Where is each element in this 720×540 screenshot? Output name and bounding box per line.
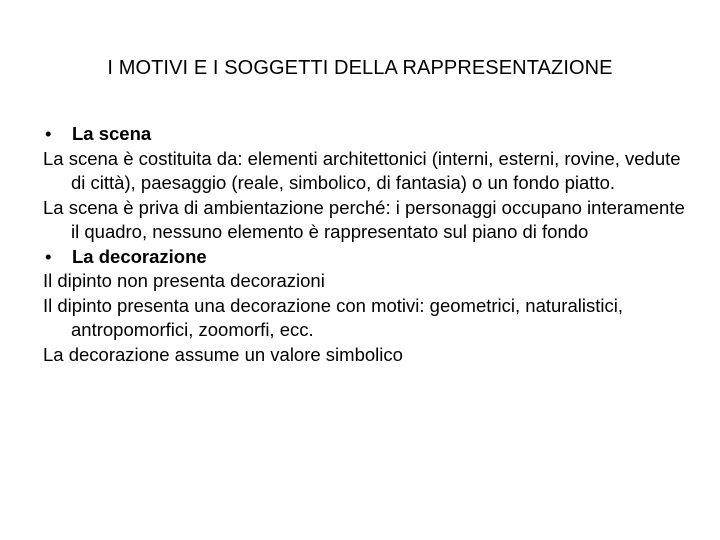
section-heading-la-scena: La scena [72, 123, 152, 144]
paragraph-presenta-motivi: Il dipinto presenta una decorazione con motivi: geometrici, naturalistici, antropomorfici, zoomorfi, ecc. [43, 294, 623, 340]
paragraph-valore-simbolico: La decorazione assume un valore simbolico [43, 343, 403, 365]
slide-title: I MOTIVI E I SOGGETTI DELLA RAPPRESENTAZIONE [107, 57, 613, 79]
bullet-item-la-decorazione [43, 245, 693, 270]
bullet-item-la-scena [43, 122, 693, 147]
paragraph-scena-costituita: La scena è costituita da: elementi architettonici (interni, esterni, rovine, vedute di città), paesaggio (reale, simbolico, di fantasia) o un fondo piatto. [43, 147, 681, 193]
paragraph-non-presenta: Il dipinto non presenta decorazioni [43, 270, 325, 291]
section-heading-la-decorazione: La decorazione [72, 245, 207, 267]
bullet-icon: • [45, 245, 52, 267]
paragraph-scena-priva: La scena è priva di ambientazione perché: i personaggi occupano interamente il quadro, nessuno elemento è rappresentato sul piano di fondo [43, 196, 685, 242]
bullet-icon: • [45, 123, 52, 144]
slide-body [43, 122, 693, 367]
